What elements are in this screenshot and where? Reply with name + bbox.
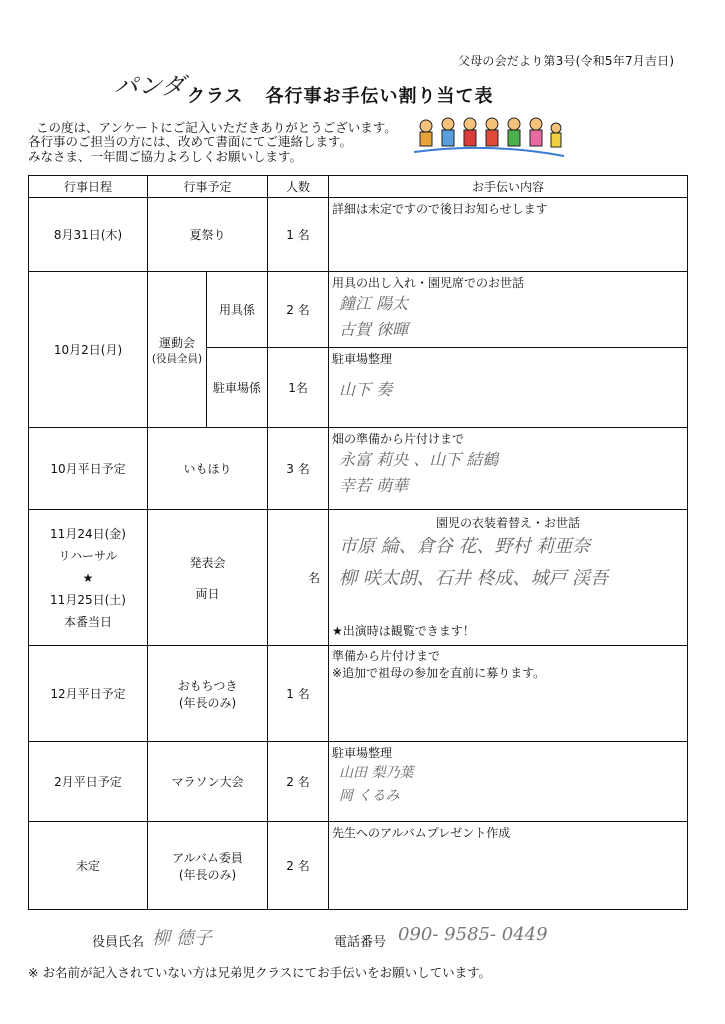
- newsletter-issue: 父母の会だより第3号(令和5年7月吉日): [458, 54, 675, 68]
- row-role: 駐車場係: [207, 348, 268, 428]
- detail-note: ★出演時は観覧できます！: [332, 624, 475, 638]
- row-detail: [329, 510, 688, 646]
- detail-text: 先生へのアルバムプレゼント作成: [332, 826, 511, 840]
- row-count: 1名: [268, 348, 329, 428]
- handwritten-name: 鐘江 陽太: [339, 294, 409, 313]
- row-date: [29, 510, 148, 646]
- class-name-handwritten: パンダ: [114, 72, 186, 100]
- title-text: 各行事お手伝い割り当て表: [265, 86, 494, 107]
- row-count: 2 名: [268, 822, 329, 910]
- row-event: [148, 646, 268, 742]
- row-detail: [329, 742, 688, 822]
- event-note: (役員全員): [151, 352, 203, 365]
- event-note: (年長のみ): [178, 867, 237, 882]
- detail-text: ※追加で祖母の参加を直前に募ります。: [332, 666, 546, 680]
- header-count: 人数: [268, 176, 329, 198]
- row-detail: [329, 198, 688, 272]
- phone-label: 電話番号: [334, 935, 387, 950]
- detail-text: 準備から片付けまで: [332, 649, 441, 663]
- officer-label: 役員氏名: [92, 935, 145, 950]
- date-line: 11月24日(金): [50, 526, 126, 541]
- detail-text: 詳細は未定ですので後日お知らせします: [332, 202, 548, 216]
- header-event: 行事予定: [148, 176, 268, 198]
- date-line: リハーサル: [58, 548, 118, 563]
- table-row: [29, 510, 688, 646]
- row-date: 12月平日予定: [29, 646, 148, 742]
- detail-text: 駐車場整理: [332, 746, 393, 760]
- header-detail: お手伝い内容: [329, 176, 688, 198]
- detail-text: 駐車場整理: [332, 352, 393, 366]
- event-name: おもちつき: [177, 678, 238, 693]
- row-event: [148, 822, 268, 910]
- row-date: 10月2日(月): [29, 272, 148, 428]
- row-event: マラソン大会: [148, 742, 268, 822]
- handwritten-name: 山田 梨乃葉: [339, 765, 414, 781]
- row-role: 用具係: [207, 272, 268, 348]
- handwritten-name: 柳 咲太朗、石井 柊成、城戸 渓吾: [339, 568, 609, 589]
- row-count: 2 名: [268, 272, 329, 348]
- table-row: [29, 742, 688, 822]
- table-row: [29, 428, 688, 510]
- intro-line-2: 各行事のご担当の方には、改めて書面にてご連絡します。: [28, 134, 353, 149]
- event-name: アルバム委員: [172, 850, 243, 865]
- row-detail: [329, 348, 688, 428]
- row-date: 2月平日予定: [29, 742, 148, 822]
- row-count: 名: [268, 510, 329, 646]
- row-count: 3 名: [268, 428, 329, 510]
- assignment-table: [28, 175, 688, 910]
- event-note: 両日: [195, 586, 220, 601]
- row-event: [148, 510, 268, 646]
- intro-line-1: この度は、アンケートにご記入いただきありがとうございます。: [36, 120, 397, 135]
- row-detail: [329, 428, 688, 510]
- table-row: [29, 272, 688, 348]
- row-detail: [329, 822, 688, 910]
- handwritten-name: 幸若 萌華: [339, 476, 409, 495]
- header-date: 行事日程: [29, 176, 148, 198]
- page-title: [187, 82, 493, 108]
- row-event: [148, 272, 207, 428]
- row-detail: [329, 646, 688, 742]
- intro-line-3: みなさま、一年間ご協力よろしくお願いします。: [28, 149, 303, 164]
- table-row: [29, 198, 688, 272]
- event-note: (年長のみ): [178, 695, 237, 710]
- detail-text: 用具の出し入れ・園児席でのお世話: [332, 276, 525, 290]
- title-class: クラス: [187, 86, 244, 107]
- handwritten-name: 岡 くるみ: [339, 788, 400, 804]
- detail-text: 畑の準備から片付けまで: [332, 432, 465, 446]
- date-line: 11月25日(土): [50, 592, 126, 607]
- table-row: [29, 646, 688, 742]
- row-event: 夏祭り: [148, 198, 268, 272]
- footnote: ※ お名前が記入されていない方は兄弟児クラスにてお手伝いをお願いしています。: [28, 965, 492, 980]
- handwritten-name: 山下 奏: [339, 380, 393, 399]
- phone-number: 090- 9585- 0449: [398, 924, 548, 945]
- row-event: いもほり: [148, 428, 268, 510]
- detail-text: 園児の衣装着替え・お世話: [436, 516, 581, 530]
- row-count: 1 名: [268, 646, 329, 742]
- row-date: 10月平日予定: [29, 428, 148, 510]
- row-date: 8月31日(木): [29, 198, 148, 272]
- handwritten-name: 古賀 徠暉: [339, 320, 409, 339]
- event-name: 運動会: [158, 335, 195, 350]
- table-row: [29, 822, 688, 910]
- row-date: 未定: [29, 822, 148, 910]
- handwritten-name: 永富 莉央 、山下 結鶴: [339, 450, 499, 469]
- handwritten-name: 市原 綸、倉谷 花、野村 莉亜奈: [339, 536, 591, 557]
- officer-name: 柳 德子: [152, 928, 212, 949]
- table-header-row: [29, 176, 688, 198]
- event-name: 発表会: [189, 555, 226, 570]
- children-illustration: [408, 112, 570, 162]
- star-icon: ★: [82, 570, 94, 585]
- row-count: 2 名: [268, 742, 329, 822]
- row-count: 1 名: [268, 198, 329, 272]
- date-line: 本番当日: [63, 614, 112, 629]
- row-detail: [329, 272, 688, 348]
